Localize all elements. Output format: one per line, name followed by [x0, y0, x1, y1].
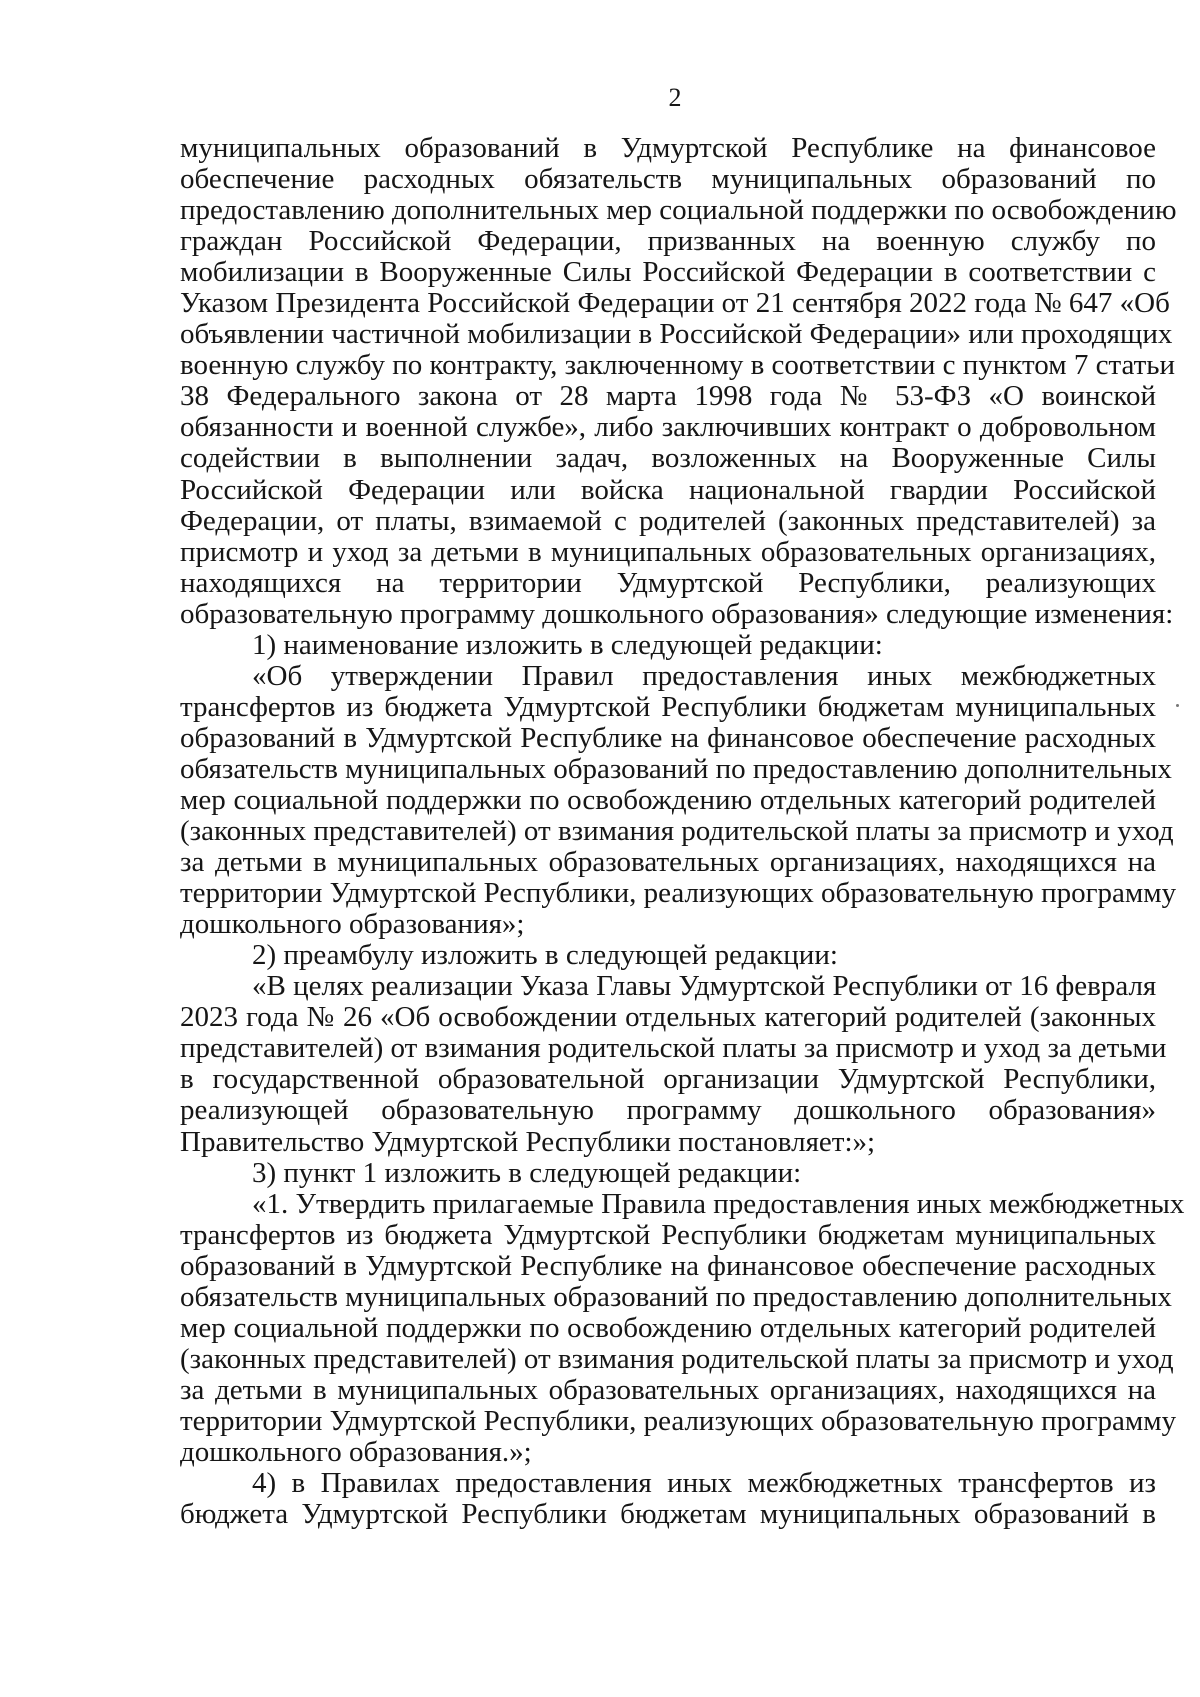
text-line: за детьми в муниципальных образовательных организациях, находящихся на: [180, 846, 1156, 879]
text-line: Правительство Удмуртской Республики постановляет:»;: [180, 1125, 876, 1158]
text-line: Российской Федерации или войска национальной гвардии Российской: [180, 473, 1156, 506]
text-line: образований в Удмуртской Республике на финансовое обеспечение расходных: [180, 1249, 1156, 1282]
text-line: обеспечение расходных обязательств муниципальных образований по: [180, 163, 1156, 196]
text-line: «Об утверждении Правил предоставления иных межбюджетных: [252, 659, 1156, 692]
text-line: «В целях реализации Указа Главы Удмуртской Республики от 16 февраля: [252, 970, 1157, 1003]
text-line: реализующей образовательную программу дошкольного образования»: [180, 1094, 1156, 1127]
page-number: 2: [668, 83, 682, 112]
text-line: (законных представителей) от взимания родительской платы за присмотр и уход: [180, 1342, 1174, 1375]
text-line: (законных представителей) от взимания родительской платы за присмотр и уход: [180, 815, 1174, 848]
scan-speck: [1176, 704, 1179, 707]
text-line: муниципальных образований в Удмуртской Республике на финансовое: [180, 132, 1156, 164]
text-line: объявлении частичной мобилизации в Российской Федерации» или проходящих: [180, 318, 1173, 351]
text-line: в государственной образовательной организации Удмуртской Республики,: [180, 1063, 1156, 1096]
text-line: трансфертов из бюджета Удмуртской Республики бюджетам муниципальных: [180, 690, 1156, 723]
text-line: мобилизации в Вооруженные Силы Российской Федерации в соответствии с: [180, 256, 1156, 289]
text-line: обязательств муниципальных образований по предоставлению дополнительных: [180, 752, 1172, 785]
text-line: образовательную программу дошкольного образования» следующие изменения:: [180, 597, 1174, 630]
text-line: 3) пункт 1 изложить в следующей редакции:: [252, 1156, 802, 1189]
text-line: мер социальной поддержки по освобождению отдельных категорий родителей: [180, 1311, 1156, 1344]
text-line: 4) в Правилах предоставления иных межбюджетных трансфертов из: [252, 1467, 1156, 1500]
text-line: обязательств муниципальных образований по предоставлению дополнительных: [180, 1280, 1172, 1313]
text-line: территории Удмуртской Республики, реализующих образовательную программу: [180, 1404, 1177, 1437]
text-line: 2023 года № 26 «Об освобождении отдельных категорий родителей (законных: [180, 1001, 1156, 1034]
text-line: граждан Российской Федерации, призванных на военную службу по: [180, 225, 1156, 258]
text-line: дошкольного образования»;: [180, 908, 525, 941]
text-line: Указом Президента Российской Федерации от 21 сентября 2022 года № 647 «Об: [180, 287, 1170, 320]
document-body: [180, 132, 1185, 1531]
text-line: за детьми в муниципальных образовательных организациях, находящихся на: [180, 1373, 1156, 1406]
text-line: «1. Утвердить прилагаемые Правила предоставления иных межбюджетных: [252, 1187, 1185, 1220]
text-line: дошкольного образования.»;: [180, 1435, 532, 1468]
text-line: обязанности и военной службе», либо заключивших контракт о добровольном: [180, 411, 1156, 444]
text-line: Федерации, от платы, взимаемой с родителей (законных представителей) за: [180, 504, 1156, 537]
text-line: присмотр и уход за детьми в муниципальных образовательных организациях,: [180, 535, 1156, 568]
text-line: бюджета Удмуртской Республики бюджетам муниципальных образований в: [180, 1498, 1156, 1531]
text-line: образований в Удмуртской Республике на финансовое обеспечение расходных: [180, 721, 1156, 754]
text-line: территории Удмуртской Республики, реализующих образовательную программу: [180, 877, 1177, 910]
text-line: содействии в выполнении задач, возложенных на Вооруженные Силы: [180, 442, 1156, 475]
text-line: 1) наименование изложить в следующей редакции:: [252, 628, 883, 661]
text-line: военную службу по контракту, заключенному в соответствии с пунктом 7 статьи: [180, 349, 1176, 382]
text-line: предоставлению дополнительных мер социальной поддержки по освобождению: [180, 194, 1177, 227]
text-line: находящихся на территории Удмуртской Республики, реализующих: [180, 566, 1156, 599]
text-line: представителей) от взимания родительской платы за присмотр и уход за детьми: [180, 1032, 1167, 1065]
text-line: трансфертов из бюджета Удмуртской Республики бюджетам муниципальных: [180, 1218, 1156, 1251]
text-line: 2) преамбулу изложить в следующей редакции:: [252, 939, 838, 972]
text-line: мер социальной поддержки по освобождению отдельных категорий родителей: [180, 783, 1156, 816]
text-line: 38 Федерального закона от 28 марта 1998 года № 53-ФЗ «О воинской: [180, 380, 1156, 413]
